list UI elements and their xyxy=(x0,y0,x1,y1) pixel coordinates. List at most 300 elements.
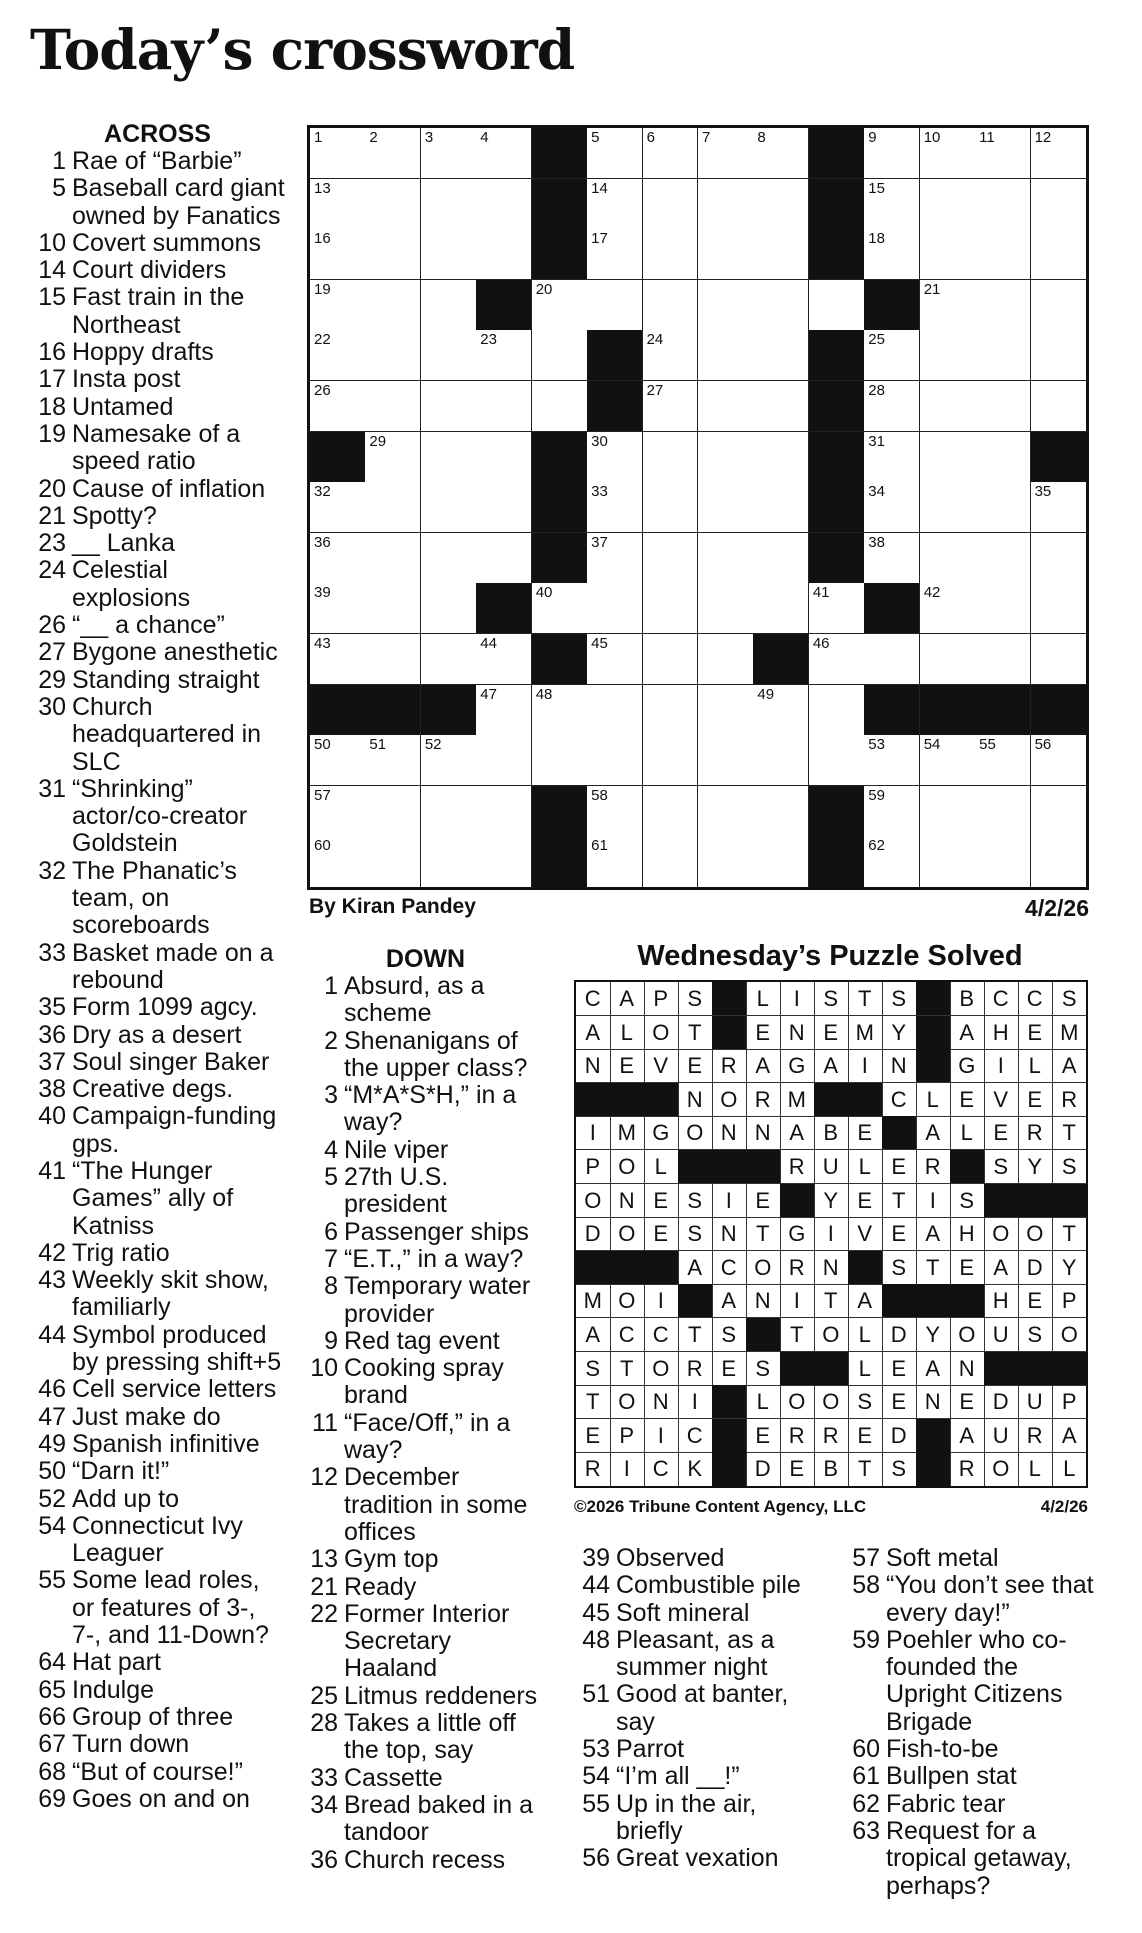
grid-cell[interactable] xyxy=(476,381,532,432)
clue-number: 28 xyxy=(310,1709,338,1738)
clue-number: 33 xyxy=(38,938,66,967)
grid-cell[interactable] xyxy=(421,533,477,584)
grid-cell[interactable] xyxy=(753,685,809,736)
clue-item xyxy=(30,612,285,639)
grid-cell[interactable] xyxy=(809,280,865,331)
cell-number: 47 xyxy=(480,685,497,703)
clue-number: 7 xyxy=(324,1244,338,1273)
grid-cell[interactable] xyxy=(643,685,699,736)
down2-clue-list xyxy=(574,1545,819,1873)
grid-cell[interactable] xyxy=(587,836,643,887)
clue-item xyxy=(30,1677,285,1704)
grid-cell[interactable] xyxy=(1031,583,1087,634)
clue-item xyxy=(30,1431,285,1458)
clue-text: Great vexation xyxy=(616,1844,779,1873)
grid-cell[interactable] xyxy=(365,735,421,786)
grid-cell[interactable] xyxy=(532,583,588,634)
grid-cell[interactable] xyxy=(421,381,477,432)
clue-text: Just make do xyxy=(72,1402,221,1431)
clue-number: 63 xyxy=(852,1816,880,1845)
grid-cell[interactable] xyxy=(310,229,366,280)
grid-cell[interactable] xyxy=(421,583,477,634)
grid-cell[interactable] xyxy=(975,229,1031,280)
solved-letter: O xyxy=(780,1385,815,1419)
grid-cell[interactable] xyxy=(421,634,477,685)
clue-text: December tradition in some offices xyxy=(344,1463,528,1546)
solved-black-square xyxy=(610,1251,645,1285)
grid-cell[interactable] xyxy=(310,128,366,179)
grid-cell[interactable] xyxy=(532,735,588,786)
grid-cell[interactable] xyxy=(310,280,366,331)
grid-cell[interactable] xyxy=(365,634,421,685)
grid-cell[interactable] xyxy=(476,685,532,736)
grid-cell[interactable] xyxy=(587,179,643,230)
clue-item xyxy=(574,1572,819,1599)
grid-cell[interactable] xyxy=(532,330,588,381)
grid-cell[interactable] xyxy=(975,583,1031,634)
grid-cell[interactable] xyxy=(310,533,366,584)
down-clues xyxy=(302,945,549,1874)
grid-cell[interactable] xyxy=(698,229,754,280)
grid-cell[interactable] xyxy=(365,280,421,331)
clue-item xyxy=(30,476,285,503)
grid-cell[interactable] xyxy=(643,432,699,483)
grid-cell[interactable] xyxy=(365,229,421,280)
grid-cell[interactable] xyxy=(864,128,920,179)
clue-number: 33 xyxy=(310,1763,338,1792)
clue-number: 36 xyxy=(38,1020,66,1049)
clue-item xyxy=(302,1546,549,1573)
solved-letter: R xyxy=(780,1419,815,1453)
grid-cell[interactable] xyxy=(643,128,699,179)
solved-letter: E xyxy=(1018,1284,1053,1318)
grid-cell[interactable] xyxy=(587,432,643,483)
clue-number: 15 xyxy=(38,283,66,312)
grid-cell[interactable] xyxy=(920,735,976,786)
grid-cell[interactable] xyxy=(698,179,754,230)
grid-cell[interactable] xyxy=(1031,482,1087,533)
grid-cell[interactable] xyxy=(920,432,976,483)
grid-cell[interactable] xyxy=(476,179,532,230)
grid-cell[interactable] xyxy=(310,735,366,786)
grid-cell[interactable] xyxy=(864,735,920,786)
grid-cell[interactable] xyxy=(698,533,754,584)
page-title: Today’s crossword xyxy=(30,17,575,82)
grid-cell[interactable] xyxy=(365,128,421,179)
grid-cell[interactable] xyxy=(920,330,976,381)
grid-cell[interactable] xyxy=(975,128,1031,179)
grid-cell[interactable] xyxy=(643,482,699,533)
black-square xyxy=(587,381,643,432)
clue-number: 5 xyxy=(52,174,66,203)
grid-cell[interactable] xyxy=(864,229,920,280)
clue-text: Add up to xyxy=(72,1484,180,1513)
clue-item xyxy=(30,421,285,476)
grid-cell[interactable] xyxy=(310,330,366,381)
clue-number: 17 xyxy=(38,365,66,394)
grid-cell[interactable] xyxy=(421,229,477,280)
grid-cell[interactable] xyxy=(920,229,976,280)
grid-cell[interactable] xyxy=(421,482,477,533)
grid-cell[interactable] xyxy=(421,735,477,786)
cell-number: 56 xyxy=(1034,736,1052,754)
grid-cell[interactable] xyxy=(643,280,699,331)
grid-cell[interactable] xyxy=(643,179,699,230)
grid-cell[interactable] xyxy=(476,330,532,381)
grid-cell[interactable] xyxy=(310,482,366,533)
grid-cell[interactable] xyxy=(1031,179,1087,230)
solved-black-square xyxy=(780,1352,815,1386)
solved-letter: R xyxy=(916,1150,951,1184)
grid-cell[interactable] xyxy=(1031,280,1087,331)
grid-cell[interactable] xyxy=(698,836,754,887)
grid-cell[interactable] xyxy=(643,583,699,634)
clue-item xyxy=(574,1845,819,1872)
grid-cell[interactable] xyxy=(753,128,809,179)
solved-letter: S xyxy=(984,1150,1019,1184)
grid-cell[interactable] xyxy=(864,381,920,432)
grid-cell[interactable] xyxy=(698,786,754,837)
solved-letter: M xyxy=(610,1116,645,1150)
grid-cell[interactable] xyxy=(476,533,532,584)
solved-letter: A xyxy=(916,1352,951,1386)
grid-cell[interactable] xyxy=(753,229,809,280)
clue-number: 34 xyxy=(310,1790,338,1819)
grid-cell[interactable] xyxy=(310,179,366,230)
grid-cell[interactable] xyxy=(643,330,699,381)
clue-item xyxy=(844,1736,1104,1763)
grid-cell[interactable] xyxy=(643,634,699,685)
cell-number: 3 xyxy=(424,129,434,146)
black-square xyxy=(532,179,588,230)
grid-cell[interactable] xyxy=(920,381,976,432)
clue-number: 3 xyxy=(324,1081,338,1110)
clue-item xyxy=(30,694,285,776)
grid-cell[interactable] xyxy=(864,634,920,685)
grid-cell[interactable] xyxy=(864,836,920,887)
grid-cell[interactable] xyxy=(365,381,421,432)
solved-letter: E xyxy=(984,1116,1019,1150)
cell-number: 13 xyxy=(314,179,331,197)
grid-cell[interactable] xyxy=(975,381,1031,432)
grid-cell[interactable] xyxy=(753,330,809,381)
grid-cell[interactable] xyxy=(587,280,643,331)
grid-cell[interactable] xyxy=(809,735,865,786)
grid-cell[interactable] xyxy=(864,786,920,837)
black-square xyxy=(809,533,865,584)
solved-letter: N xyxy=(950,1352,985,1386)
grid-cell[interactable] xyxy=(698,482,754,533)
solved-letter: E xyxy=(848,1184,883,1218)
grid-cell[interactable] xyxy=(864,179,920,230)
grid-cell[interactable] xyxy=(587,735,643,786)
grid-cell[interactable] xyxy=(476,432,532,483)
clue-number: 32 xyxy=(38,856,66,885)
clue-item xyxy=(30,1322,285,1377)
clue-item xyxy=(30,366,285,393)
solved-letter: E xyxy=(848,1419,883,1453)
clue-item xyxy=(302,1574,549,1601)
grid-cell[interactable] xyxy=(476,735,532,786)
grid-cell[interactable] xyxy=(587,634,643,685)
grid-cell[interactable] xyxy=(975,735,1031,786)
grid-cell[interactable] xyxy=(587,583,643,634)
grid-cell[interactable] xyxy=(864,432,920,483)
cell-number: 59 xyxy=(868,786,885,804)
grid-cell[interactable] xyxy=(1031,533,1087,584)
grid-cell[interactable] xyxy=(365,330,421,381)
solved-letter: P xyxy=(644,982,679,1016)
grid-cell[interactable] xyxy=(587,533,643,584)
grid-cell[interactable] xyxy=(864,330,920,381)
grid-cell[interactable] xyxy=(753,533,809,584)
grid-cell[interactable] xyxy=(920,280,976,331)
cell-number: 2 xyxy=(369,129,378,146)
grid-cell[interactable] xyxy=(1031,229,1087,280)
grid-cell[interactable] xyxy=(421,330,477,381)
grid-cell[interactable] xyxy=(698,685,754,736)
grid-cell[interactable] xyxy=(753,786,809,837)
solved-letter: D xyxy=(746,1452,781,1486)
grid-cell[interactable] xyxy=(809,685,865,736)
grid-cell[interactable] xyxy=(643,786,699,837)
grid-cell[interactable] xyxy=(864,533,920,584)
clue-item xyxy=(844,1572,1104,1627)
grid-cell[interactable] xyxy=(532,381,588,432)
grid-cell[interactable] xyxy=(698,634,754,685)
down-clue-list xyxy=(302,973,549,1874)
clue-number: 41 xyxy=(38,1156,66,1185)
grid-cell[interactable] xyxy=(920,128,976,179)
solved-letter: O xyxy=(1018,1217,1053,1251)
grid-cell[interactable] xyxy=(1031,128,1087,179)
clue-number: 8 xyxy=(324,1272,338,1301)
grid-cell[interactable] xyxy=(421,128,477,179)
grid-cell[interactable] xyxy=(365,836,421,887)
clue-text: “Shrinking” actor/co-creator Goldstein xyxy=(72,774,248,858)
grid-cell[interactable] xyxy=(643,381,699,432)
solved-letter: I xyxy=(712,1184,747,1218)
grid-cell[interactable] xyxy=(365,482,421,533)
grid-cell[interactable] xyxy=(809,583,865,634)
clue-text: “M*A*S*H,” in a way? xyxy=(344,1081,517,1137)
grid-cell[interactable] xyxy=(920,836,976,887)
grid-cell[interactable] xyxy=(698,432,754,483)
grid-cell[interactable] xyxy=(365,179,421,230)
grid-cell[interactable] xyxy=(365,583,421,634)
grid-cell[interactable] xyxy=(698,280,754,331)
cell-number: 28 xyxy=(868,382,885,399)
solved-letter: A xyxy=(916,1116,951,1150)
solved-letter: E xyxy=(814,1016,849,1050)
solved-letter: E xyxy=(644,1184,679,1218)
black-square xyxy=(864,685,920,736)
grid-cell[interactable] xyxy=(920,634,976,685)
cell-number: 32 xyxy=(314,483,331,501)
grid-cell[interactable] xyxy=(698,330,754,381)
grid-cell[interactable] xyxy=(920,583,976,634)
grid-cell[interactable] xyxy=(310,634,366,685)
solved-black-square xyxy=(882,1116,917,1150)
grid-cell[interactable] xyxy=(310,786,366,837)
clue-text: Spotty? xyxy=(72,501,157,530)
solved-letter: O xyxy=(610,1150,645,1184)
clue-item xyxy=(302,1355,549,1410)
grid-cell[interactable] xyxy=(975,836,1031,887)
grid-cell[interactable] xyxy=(421,432,477,483)
clue-number: 51 xyxy=(582,1680,610,1709)
clue-number: 40 xyxy=(38,1102,66,1131)
grid-cell[interactable] xyxy=(920,786,976,837)
grid-cell[interactable] xyxy=(698,128,754,179)
grid-cell[interactable] xyxy=(1031,735,1087,786)
grid-cell[interactable] xyxy=(753,583,809,634)
grid-cell[interactable] xyxy=(365,786,421,837)
clue-text: Insta post xyxy=(72,365,181,394)
grid-cell[interactable] xyxy=(975,179,1031,230)
grid-cell[interactable] xyxy=(698,583,754,634)
clue-item xyxy=(30,339,285,366)
grid-cell[interactable] xyxy=(365,533,421,584)
grid-cell[interactable] xyxy=(753,280,809,331)
grid-cell[interactable] xyxy=(1031,786,1087,837)
grid-cell[interactable] xyxy=(753,432,809,483)
grid-cell[interactable] xyxy=(421,179,477,230)
grid-cell[interactable] xyxy=(920,482,976,533)
grid-cell[interactable] xyxy=(864,482,920,533)
grid-cell[interactable] xyxy=(1031,381,1087,432)
solved-letter: Y xyxy=(882,1016,917,1050)
grid-cell[interactable] xyxy=(310,381,366,432)
solved-letter: R xyxy=(814,1419,849,1453)
clue-item xyxy=(30,1376,285,1403)
grid-cell[interactable] xyxy=(532,685,588,736)
solved-letter: E xyxy=(950,1083,985,1117)
grid-cell[interactable] xyxy=(1031,836,1087,887)
clue-text: Connecticut Ivy Leaguer xyxy=(72,1511,243,1568)
clue-text: “I’m all __!” xyxy=(616,1762,740,1791)
grid-cell[interactable] xyxy=(975,533,1031,584)
grid-cell[interactable] xyxy=(975,330,1031,381)
grid-cell[interactable] xyxy=(975,432,1031,483)
cell-number: 38 xyxy=(868,533,885,551)
grid-cell[interactable] xyxy=(920,179,976,230)
grid-cell[interactable] xyxy=(975,786,1031,837)
solved-letter: I xyxy=(780,982,815,1016)
grid-cell[interactable] xyxy=(698,735,754,786)
grid-cell[interactable] xyxy=(975,634,1031,685)
grid-cell[interactable] xyxy=(532,280,588,331)
clue-text: Trig ratio xyxy=(72,1238,170,1267)
black-square xyxy=(587,330,643,381)
grid-cell[interactable] xyxy=(310,836,366,887)
grid-cell[interactable] xyxy=(476,229,532,280)
solved-black-square xyxy=(712,1419,747,1453)
solved-letter: E xyxy=(1018,1016,1053,1050)
clue-item xyxy=(30,1731,285,1758)
clue-number: 6 xyxy=(324,1217,338,1246)
grid-cell[interactable] xyxy=(365,432,421,483)
solved-black-square xyxy=(916,1049,951,1083)
clue-text: Gym top xyxy=(344,1545,439,1574)
clue-text: Covert summons xyxy=(72,228,261,257)
grid-cell[interactable] xyxy=(975,482,1031,533)
grid-cell[interactable] xyxy=(476,128,532,179)
grid-cell[interactable] xyxy=(753,836,809,887)
solved-letter: C xyxy=(610,1318,645,1352)
clue-text: Celestial explosions xyxy=(72,556,191,612)
grid-cell[interactable] xyxy=(476,786,532,837)
grid-cell[interactable] xyxy=(1031,634,1087,685)
grid-cell[interactable] xyxy=(753,179,809,230)
solved-letter: Y xyxy=(916,1318,951,1352)
clue-text: Combustible pile xyxy=(616,1571,801,1600)
grid-cell[interactable] xyxy=(643,229,699,280)
crossword-grid xyxy=(307,125,1089,890)
clue-text: “You don’t see that every day!” xyxy=(886,1571,1094,1627)
clue-item xyxy=(30,1103,285,1158)
grid-cell[interactable] xyxy=(421,786,477,837)
clue-text: Church headquartered in SLC xyxy=(72,692,262,776)
clue-item xyxy=(30,994,285,1021)
grid-cell[interactable] xyxy=(421,280,477,331)
black-square xyxy=(864,280,920,331)
grid-cell[interactable] xyxy=(421,836,477,887)
solved-grid xyxy=(574,980,1088,1488)
clue-text: “Darn it!” xyxy=(72,1457,170,1486)
grid-cell[interactable] xyxy=(587,229,643,280)
cell-number: 18 xyxy=(868,230,885,248)
grid-cell[interactable] xyxy=(698,381,754,432)
solved-letter: A xyxy=(678,1251,713,1285)
grid-cell[interactable] xyxy=(1031,330,1087,381)
grid-cell[interactable] xyxy=(476,836,532,887)
grid-cell[interactable] xyxy=(920,533,976,584)
grid-cell[interactable] xyxy=(753,381,809,432)
grid-cell[interactable] xyxy=(587,482,643,533)
grid-cell[interactable] xyxy=(643,836,699,887)
grid-cell[interactable] xyxy=(476,634,532,685)
grid-cell[interactable] xyxy=(809,634,865,685)
byline: By Kiran Pandey xyxy=(309,895,476,918)
solved-letter: E xyxy=(950,1251,985,1285)
solved-letter: C xyxy=(712,1251,747,1285)
grid-cell[interactable] xyxy=(310,583,366,634)
clue-number: 36 xyxy=(310,1845,338,1874)
grid-cell[interactable] xyxy=(587,128,643,179)
solved-letter: C xyxy=(576,982,611,1016)
clue-item xyxy=(30,1649,285,1676)
cell-number: 29 xyxy=(369,432,387,450)
grid-cell[interactable] xyxy=(643,533,699,584)
clue-number: 57 xyxy=(852,1544,880,1572)
grid-cell[interactable] xyxy=(753,482,809,533)
solved-letter: A xyxy=(746,1049,781,1083)
grid-cell[interactable] xyxy=(587,685,643,736)
grid-cell[interactable] xyxy=(975,280,1031,331)
solved-letter: T xyxy=(916,1251,951,1285)
grid-cell[interactable] xyxy=(643,735,699,786)
black-square xyxy=(310,432,366,483)
solved-letter: A xyxy=(1052,1419,1087,1453)
grid-cell[interactable] xyxy=(587,786,643,837)
black-square xyxy=(975,685,1031,736)
grid-cell[interactable] xyxy=(476,482,532,533)
grid-cell[interactable] xyxy=(753,735,809,786)
clue-item xyxy=(302,1601,549,1683)
solved-letter: D xyxy=(882,1318,917,1352)
clue-number: 60 xyxy=(852,1735,880,1764)
